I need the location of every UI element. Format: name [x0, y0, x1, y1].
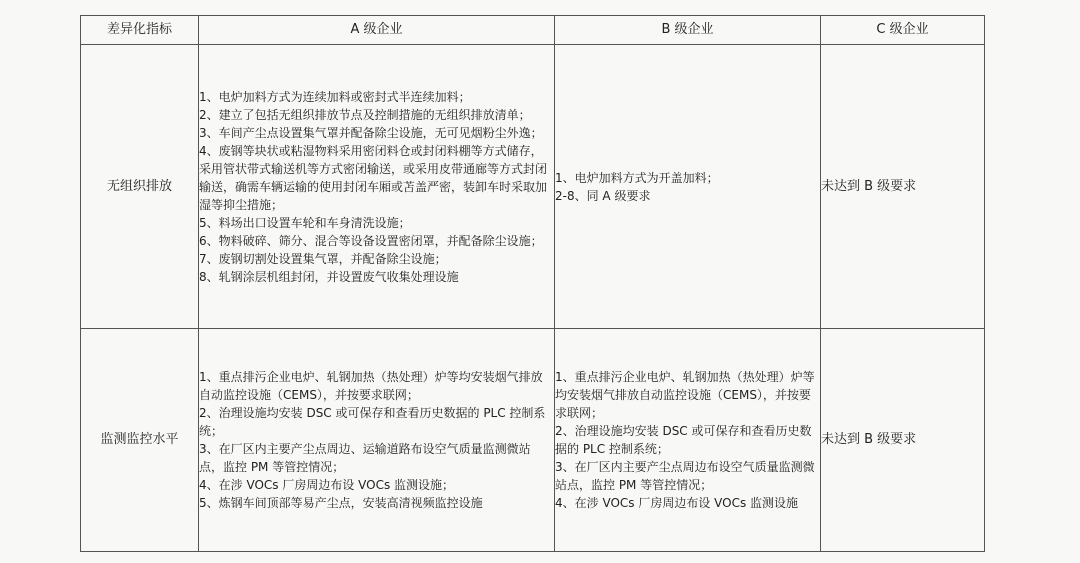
list-item: 3、在厂区内主要产尘点周边、运输道路布设空气质量监测微站点，监控 PM 等管控情况；	[199, 442, 531, 474]
table-row	[81, 329, 985, 552]
header-a-grade: A 级企业	[199, 16, 555, 45]
header-row	[81, 16, 985, 45]
list-item: 3、车间产尘点设置集气罩并配备除尘设施，无可见烟粉尘外逸；	[199, 125, 543, 140]
list-item: 4、在涉 VOCs 厂房周边布设 VOCs 监测设施；	[199, 478, 455, 492]
list-item: 1、电炉加料方式为连续加料或密封式半连续加料；	[199, 89, 471, 104]
a-grade-cell	[199, 329, 555, 552]
list-item: 6、物料破碎、筛分、混合等设备设置密闭罩，并配备除尘设施；	[199, 233, 543, 248]
table-row	[81, 45, 985, 329]
list-item: 5、料场出口设置车轮和车身清洗设施；	[199, 215, 411, 230]
header-b-grade: B 级企业	[555, 16, 821, 45]
c-grade-cell: 未达到 B 级要求	[821, 329, 985, 552]
header-c-grade: C 级企业	[821, 16, 985, 45]
list-item: 2-8、同 A 级要求	[555, 188, 651, 203]
list-item: 4、废钢等块状或粘湿物料采用密闭料仓或封闭料棚等方式储存，采用管状带式输送机等方式密闭输送，或采用皮带通廊等方式封闭输送，确需车辆运输的使用封闭车厢或苫盖严密，装卸车时采取加湿等抑尘措施；	[199, 143, 548, 212]
list-item: 1、重点排污企业电炉、轧钢加热（热处理）炉等均安装烟气排放自动监控设施（CEMS），并按要求联网；	[555, 370, 815, 420]
list-item: 8、轧钢涂层机组封闭，并设置废气收集处理设施	[199, 269, 459, 284]
list-item: 7、废钢切割处设置集气罩，并配备除尘设施；	[199, 251, 447, 266]
list-item: 2、建立了包括无组织排放节点及控制措施的无组织排放清单；	[199, 107, 531, 122]
list-item: 3、在厂区内主要产尘点周边布设空气质量监测微站点，监控 PM 等管控情况；	[555, 460, 815, 492]
a-grade-cell	[199, 45, 555, 329]
list-item: 4、在涉 VOCs 厂房周边布设 VOCs 监测设施	[555, 496, 799, 510]
list-item: 1、电炉加料方式为开盖加料；	[555, 170, 719, 185]
classification-table	[80, 15, 985, 552]
b-grade-cell	[555, 329, 821, 552]
list-item: 5、炼钢车间顶部等易产尘点，安装高清视频监控设施	[199, 496, 483, 510]
header-index: 差异化指标	[81, 16, 199, 45]
row-label: 无组织排放	[81, 45, 199, 329]
b-grade-cell	[555, 45, 821, 329]
list-item: 2、治理设施均安装 DSC 或可保存和查看历史数据的 PLC 控制系统；	[555, 424, 812, 456]
c-grade-cell: 未达到 B 级要求	[821, 45, 985, 329]
row-label: 监测监控水平	[81, 329, 199, 552]
list-item: 2、治理设施均安装 DSC 或可保存和查看历史数据的 PLC 控制系统；	[199, 406, 546, 438]
list-item: 1、重点排污企业电炉、轧钢加热（热处理）炉等均安装烟气排放自动监控设施（CEMS），并按要求联网；	[199, 370, 543, 402]
